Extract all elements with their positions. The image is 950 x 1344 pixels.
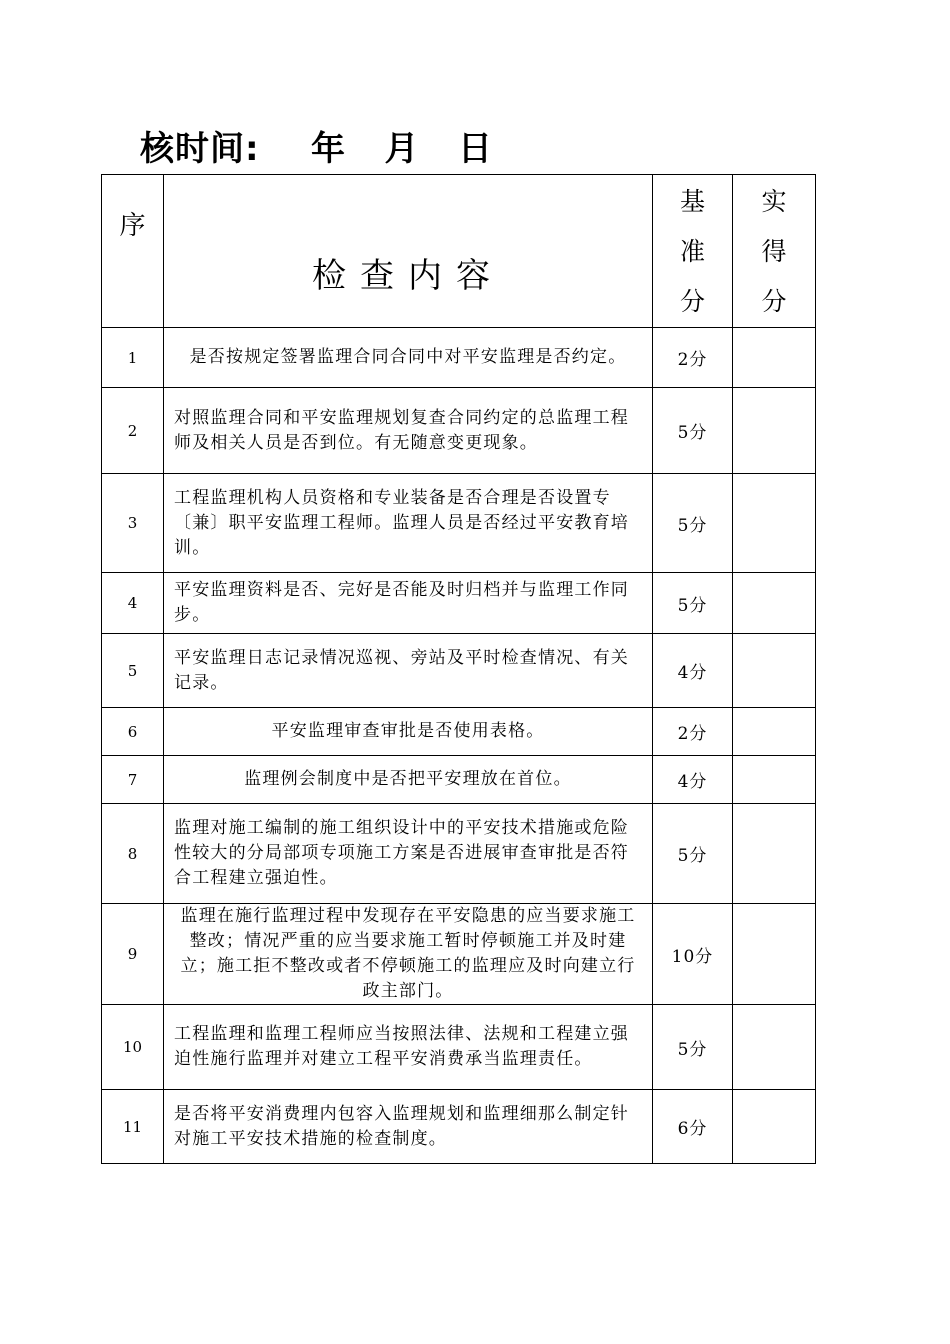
header-actual-score (733, 175, 816, 328)
table-row (102, 388, 816, 474)
table-row (102, 634, 816, 708)
row-number: 6 (102, 708, 164, 756)
row-number: 1 (102, 328, 164, 388)
audit-date-title: 核时间: 年 月 日 (140, 129, 493, 169)
header-standard-char-2: 准 (679, 237, 705, 266)
row-content: 监理在施行监理过程中发现存在平安隐患的应当要求施工整改；情况严重的应当要求施工暂时停顿施工并及时建立；施工拒不整改或者不停顿施工的监理应及时向建立行政主部门。 (164, 904, 653, 1005)
row-number: 8 (102, 804, 164, 904)
row-actual-score (733, 634, 816, 708)
row-content: 工程监理和监理工程师应当按照法律、法规和工程建立强迫性施行监理并对建立工程平安消费承当监理责任。 (164, 1005, 653, 1090)
table-row (102, 1005, 816, 1090)
row-actual-score (733, 708, 816, 756)
row-content: 监理例会制度中是否把平安理放在首位。 (164, 756, 653, 804)
table-row (102, 328, 816, 388)
row-actual-score (733, 756, 816, 804)
table-row (102, 573, 816, 634)
header-actual-char-2: 得 (761, 237, 787, 266)
header-standard-score (653, 175, 733, 328)
row-actual-score (733, 1005, 816, 1090)
row-actual-score (733, 904, 816, 1005)
row-number: 5 (102, 634, 164, 708)
row-number: 7 (102, 756, 164, 804)
table-row (102, 904, 816, 1005)
header-actual-char-1: 实 (761, 187, 787, 216)
row-number: 3 (102, 474, 164, 573)
table-row (102, 708, 816, 756)
row-standard-score: 10分 (653, 904, 733, 1005)
row-standard-score: 2分 (653, 708, 733, 756)
row-content: 平安监理日志记录情况巡视、旁站及平时检查情况、有关记录。 (164, 634, 653, 708)
table-row (102, 474, 816, 573)
row-number: 10 (102, 1005, 164, 1090)
row-standard-score: 5分 (653, 388, 733, 474)
row-content: 对照监理合同和平安监理规划复查合同约定的总监理工程师及相关人员是否到位。有无随意变更现象。 (164, 388, 653, 474)
header-content: 检查内容 (164, 175, 653, 328)
header-standard-char-1: 基 (679, 187, 705, 216)
inspection-table (101, 174, 816, 1164)
row-number: 2 (102, 388, 164, 474)
row-content: 监理对施工编制的施工组织设计中的平安技术措施或危险性较大的分局部项专项施工方案是否进展审查审批是否符合工程建立强迫性。 (164, 804, 653, 904)
table-row (102, 804, 816, 904)
row-actual-score (733, 573, 816, 634)
header-actual-char-3: 分 (761, 287, 787, 316)
row-content: 平安监理审查审批是否使用表格。 (164, 708, 653, 756)
row-number: 9 (102, 904, 164, 1005)
row-standard-score: 5分 (653, 474, 733, 573)
row-content: 是否按规定签署监理合同合同中对平安监理是否约定。 (164, 328, 653, 388)
row-standard-score: 5分 (653, 804, 733, 904)
row-content: 工程监理机构人员资格和专业装备是否合理是否设置专〔兼〕职平安监理工程师。监理人员是否经过平安教育培训。 (164, 474, 653, 573)
row-standard-score: 4分 (653, 634, 733, 708)
row-standard-score: 5分 (653, 1005, 733, 1090)
row-standard-score: 2分 (653, 328, 733, 388)
row-standard-score: 5分 (653, 573, 733, 634)
row-actual-score (733, 328, 816, 388)
header-standard-char-3: 分 (679, 287, 705, 316)
row-standard-score: 6分 (653, 1090, 733, 1164)
row-content: 平安监理资料是否、完好是否能及时归档并与监理工作同步。 (164, 573, 653, 634)
row-standard-score: 4分 (653, 756, 733, 804)
row-actual-score (733, 474, 816, 573)
row-number: 4 (102, 573, 164, 634)
header-row (102, 175, 816, 328)
row-number: 11 (102, 1090, 164, 1164)
row-actual-score (733, 804, 816, 904)
header-no: 序 (102, 175, 164, 328)
row-content: 是否将平安消费理内包容入监理规划和监理细那么制定针对施工平安技术措施的检查制度。 (164, 1090, 653, 1164)
row-actual-score (733, 388, 816, 474)
row-actual-score (733, 1090, 816, 1164)
table-row (102, 756, 816, 804)
table-row (102, 1090, 816, 1164)
